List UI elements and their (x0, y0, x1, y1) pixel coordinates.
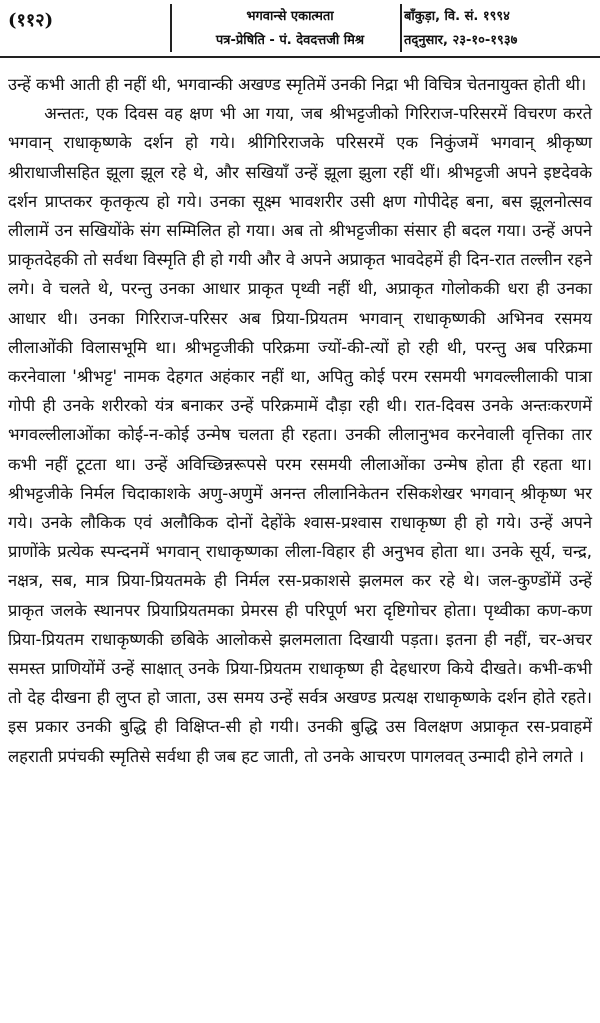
letter-date: तद्नुसार, २३-१०-१९३७ (404, 33, 518, 48)
header-divider (400, 4, 402, 52)
header-rule (0, 56, 600, 58)
page-header (0, 0, 600, 58)
letter-place-date: बाँकुड़ा, वि. सं. १९९४ (404, 9, 510, 24)
running-title: भगवान्से एकात्मता (246, 9, 334, 24)
body-text (8, 70, 592, 771)
running-subtitle: पत्र-प्रेषिति - पं. देवदत्तजी मिश्र (215, 33, 365, 48)
paragraph: अन्ततः, एक दिवस वह क्षण भी आ गया, जब श्रीभट्टजीको गिरिराज-परिसरमें विचरण करते भगवान् राधाकृष्णके दर्शन हो गये। श्रीगिरिराजके परिसरमें एक निकुंजमें भगवान् श्रीकृष्ण श्रीराधाजीसहित झूला झूल रहे थे, और सखियाँ उन्हें झूला झुला रहीं थीं। श्रीभट्टजी अपने इष्टदेवके दर्शन प्राप्तकर कृतकृत्य हो गये। उनका सूक्ष्म भावशरीर उसी क्षण गोपीदेह बना, बस झूलनोत्सव लीलामें उन सखियोंके संग सम्मिलित हो गया। अब तो श्रीभट्टजीका संसार ही बदल गया। उन्हें अपने प्राकृतदेहकी तो सर्वथा विस्मृति ही हो गयी और वे अपने अप्राकृत भावदेहमें ही दिन-रात तल्लीन रहने लगे। वे चलते थे, परन्तु उनका आधार प्राकृत पृथ्वी नहीं थी, अप्राकृत गोलोककी धरा ही उनका आधार थी। उनका गिरिराज-परिसर अब प्रिया-प्रियतम भगवान् राधाकृष्णकी अभिनव रसमय लीलाओंकी विलासभूमि था। श्रीभट्टजीकी परिक्रमा ज्यों-की-त्यों हो रही थी, परन्तु अब परिक्रमा करनेवाला 'श्रीभट्ट' नामक देहगत अहंकार नहीं था, अपितु कोई परम रसमयी भगवल्लीलाकी पात्रा गोपी ही उनके शरीरको यंत्र बनाकर उन्हें परिक्रमामें दौड़ा रही थी। रात-दिवस उनके अन्तःकरणमें भगवल्लीलाओंका कोई-न-कोई उन्मेष चलता ही रहता। उनकी लीलानुभव करनेवाली वृत्तिका तार कभी नहीं टूटता था। उन्हें अविच्छिन्नरूपसे परम रसमयी लीलाओंका उन्मेष होता ही रहता था। श्रीभट्टजीके निर्मल चिदाकाशके अणु-अणुमें अनन्त लीलानिकेतन रसिकशेखर भगवान् श्रीकृष्ण भर गये। उनके लौकिक एवं अलौकिक दोनों देहोंके श्वास-प्रश्वास राधाकृष्ण ही हो गये। उन्हें अपने प्राणोंके प्रत्येक स्पन्दनमें भगवान् राधाकृष्णका लीला-विहार ही अनुभव होता था। उनके सूर्य, चन्द्र, नक्षत्र, सब, मात्र प्रिया-प्रियतमके ही निर्मल रस-प्रकाशसे झलमल कर रहे थे। जल-कुण्डोंमें उन्हें प्राकृत जलके स्थानपर प्रियाप्रियतमका प्रेमरस ही परिपूर्ण भरा दृष्टिगोचर होता। पृथ्वीका कण-कण प्रिया-प्रियतम राधाकृष्णकी छबिके आलोकसे झलमलाता दिखायी पड़ता। इतना ही नहीं, चर-अचर समस्त प्राणियोंमें उन्हें साक्षात् उनके प्रिया-प्रियतम राधाकृष्ण ही देहधारण किये दीखते। कभी-कभी तो देह दीखना ही लुप्त हो जाता, उस समय उन्हें सर्वत्र अखण्ड प्रत्यक्ष राधाकृष्णके दर्शन होते रहते। इस प्रकार उनकी बुद्धि ही विक्षिप्त-सी हो गयी। उनकी बुद्धि उस विलक्षण अप्राकृत रस-प्रवाहमें लहराती प्रपंचकी स्मृतिसे सर्वथा ही जब हट जाती, तो उनके आचरण पागलवत् उन्मादी होने लगते । (8, 104, 592, 766)
page-number: (११२) (8, 10, 54, 31)
paragraph: उन्हें कभी आती ही नहीं थी, भगवान्की अखण्ड स्मृतिमें उनकी निद्रा भी विचित्र चेतनायुक्त होती थी। (8, 75, 587, 94)
header-divider (170, 4, 172, 52)
